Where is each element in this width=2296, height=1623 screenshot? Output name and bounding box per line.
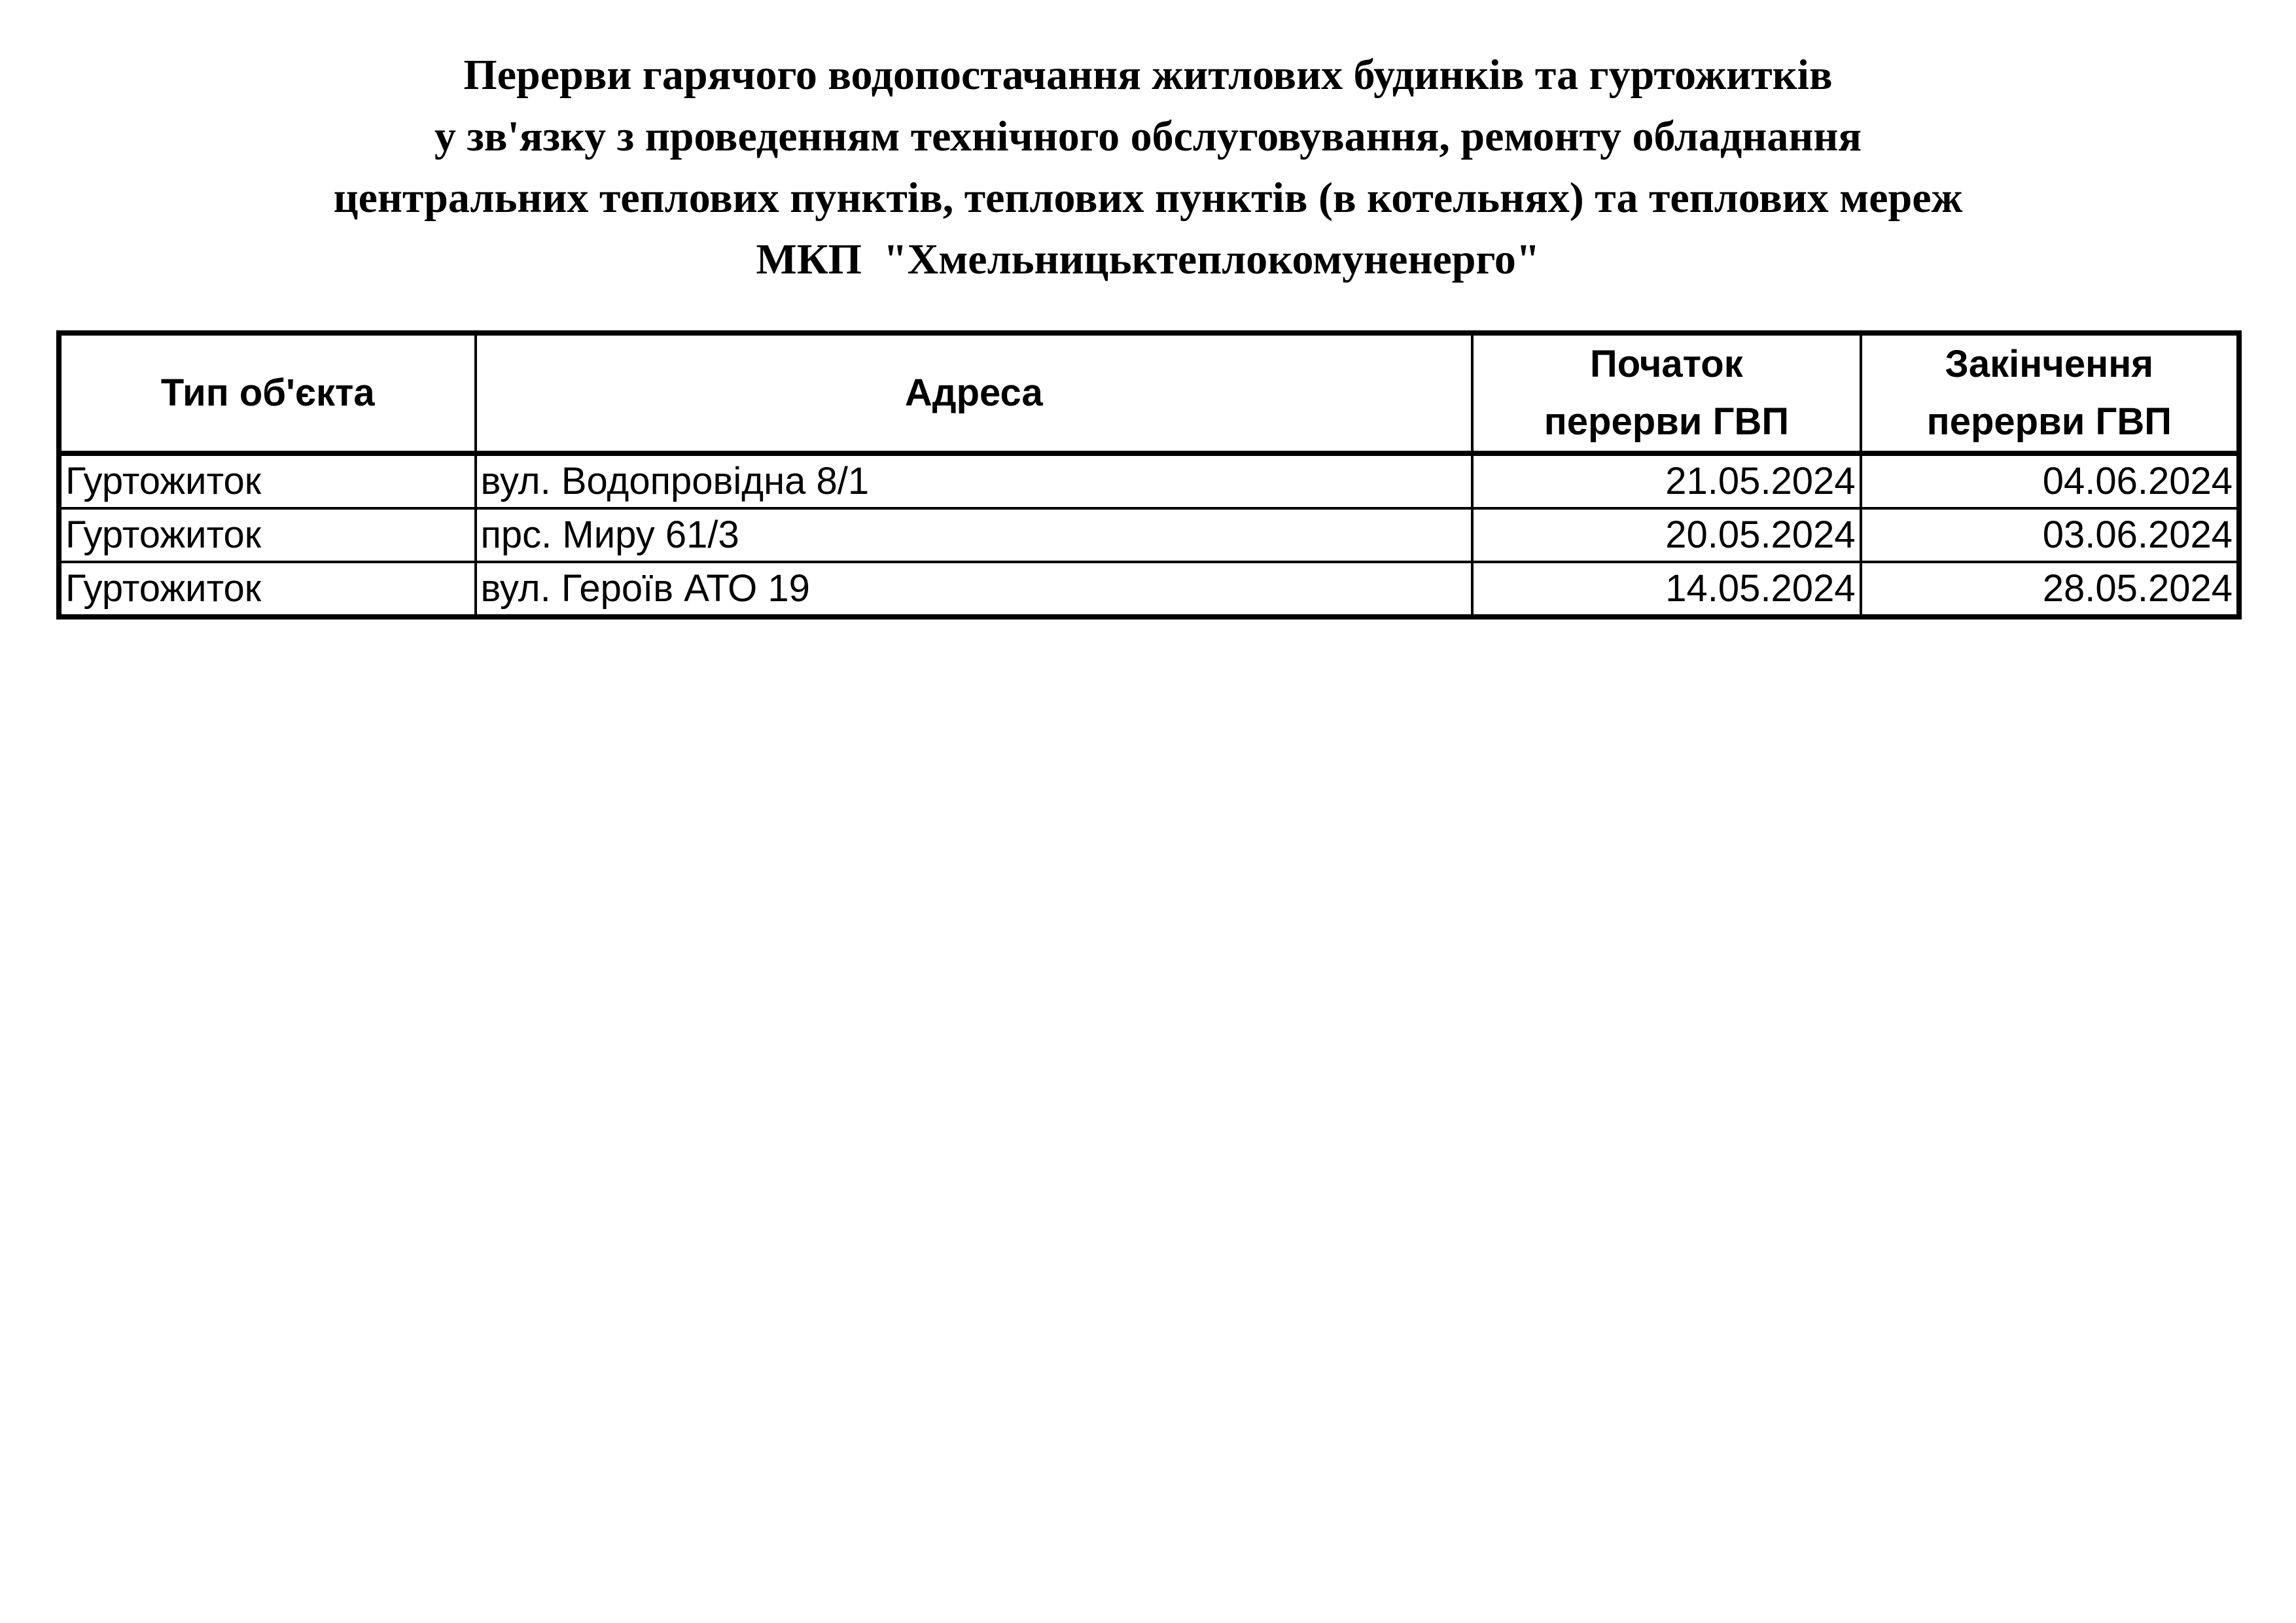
cell-address: вул. Водопровідна 8/1 bbox=[476, 453, 1473, 508]
header-end-line2: перерви ГВП bbox=[1926, 400, 2172, 443]
header-end-line1: Закінчення bbox=[1945, 343, 2154, 385]
cell-end-date: 28.05.2024 bbox=[1861, 562, 2239, 617]
header-start-line2: перерви ГВП bbox=[1544, 400, 1790, 443]
header-object-type-label: Тип об'єкта bbox=[160, 372, 375, 414]
title-line-4: МКП "Хмельницьктеплокомуненерго" bbox=[756, 236, 1540, 283]
title-line-2: у зв'язку з проведенням технічного обслуговування, ремонту обладнання bbox=[434, 113, 1862, 160]
cell-end-date: 03.06.2024 bbox=[1861, 508, 2239, 562]
cell-start-date: 14.05.2024 bbox=[1472, 562, 1860, 617]
title-line-3: центральних теплових пунктів, теплових пунктів (в котельнях) та теплових мереж bbox=[333, 174, 1963, 222]
cell-object-type: Гуртожиток bbox=[59, 508, 476, 562]
header-end bbox=[1861, 333, 2239, 453]
table-row bbox=[59, 508, 2239, 562]
cell-object-type: Гуртожиток bbox=[59, 562, 476, 617]
cell-end-date: 04.06.2024 bbox=[1861, 453, 2239, 508]
cell-address: вул. Героїв АТО 19 bbox=[476, 562, 1473, 617]
cell-address: прс. Миру 61/3 bbox=[476, 508, 1473, 562]
cell-start-date: 21.05.2024 bbox=[1472, 453, 1860, 508]
table-row bbox=[59, 562, 2239, 617]
header-start-line1: Початок bbox=[1590, 343, 1743, 385]
header-object-type bbox=[59, 333, 476, 453]
header-start bbox=[1472, 333, 1860, 453]
title-line-1: Перерви гарячого водопостачання житлових будинків та гуртожитків bbox=[463, 51, 1833, 99]
page-title bbox=[0, 44, 2296, 290]
table-header-row bbox=[59, 333, 2239, 453]
header-address bbox=[476, 333, 1473, 453]
cell-start-date: 20.05.2024 bbox=[1472, 508, 1860, 562]
hot-water-outage-table bbox=[56, 330, 2242, 620]
table-row bbox=[59, 453, 2239, 508]
header-address-label: Адреса bbox=[904, 372, 1043, 414]
cell-object-type: Гуртожиток bbox=[59, 453, 476, 508]
